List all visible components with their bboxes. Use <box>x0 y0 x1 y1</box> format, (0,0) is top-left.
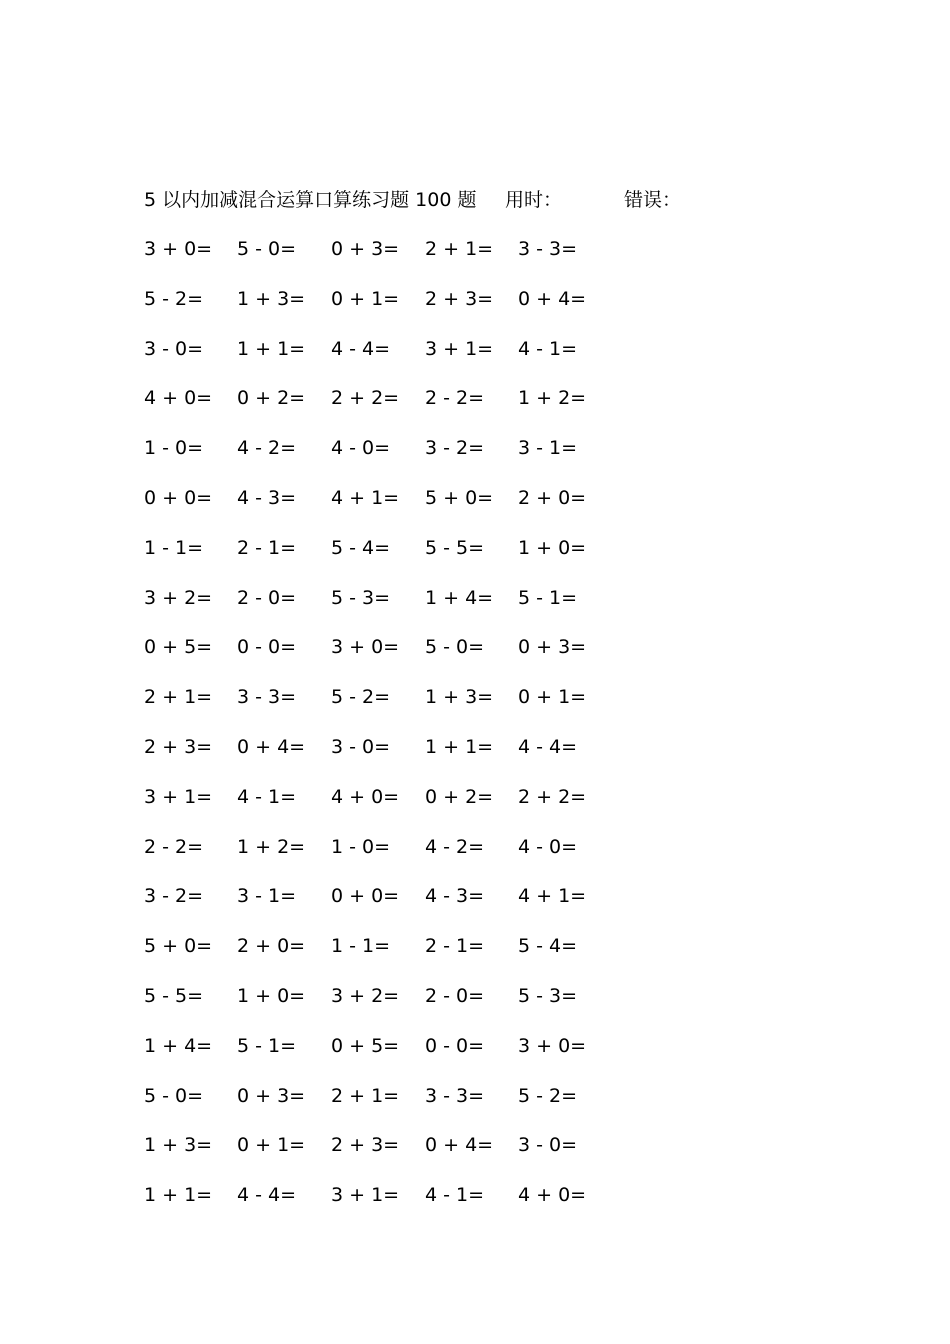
problem-item: 5 - 1= <box>518 586 578 609</box>
problem-item: 5 - 0= <box>144 1084 204 1107</box>
problem-item: 0 + 1= <box>331 287 400 310</box>
problem-item: 3 - 3= <box>237 686 297 709</box>
problem-item: 5 - 4= <box>331 536 391 559</box>
problem-item: 2 + 2= <box>518 785 587 808</box>
problem-item: 5 - 4= <box>518 935 578 958</box>
problem-row <box>144 235 614 285</box>
problem-item: 0 + 1= <box>518 686 587 709</box>
problem-item: 3 - 0= <box>144 337 204 360</box>
problem-item: 3 - 0= <box>331 735 391 758</box>
problem-row <box>144 982 614 1032</box>
problem-item: 3 - 2= <box>425 437 485 460</box>
problem-item: 3 - 3= <box>518 238 578 260</box>
problem-row <box>144 434 614 484</box>
problem-item: 4 - 3= <box>425 885 485 908</box>
problem-item: 1 + 3= <box>144 1134 213 1157</box>
problem-item: 2 + 3= <box>331 1134 400 1157</box>
problem-row <box>144 833 614 883</box>
problem-item: 0 + 0= <box>144 486 213 509</box>
problem-item: 2 - 2= <box>144 835 204 858</box>
problem-item: 1 + 2= <box>237 835 306 858</box>
problem-item: 1 + 1= <box>425 735 494 758</box>
problem-item: 3 + 1= <box>331 1184 400 1207</box>
problem-item: 4 - 4= <box>237 1184 297 1207</box>
problem-item: 4 + 1= <box>518 885 587 908</box>
problem-item: 2 + 3= <box>144 735 213 758</box>
problem-row <box>144 932 614 982</box>
problem-item: 0 + 0= <box>331 885 400 908</box>
problem-item: 4 - 1= <box>518 337 578 360</box>
problem-item: 3 - 2= <box>144 885 204 908</box>
problem-item: 3 + 0= <box>518 1034 587 1057</box>
problem-item: 1 - 1= <box>331 935 391 958</box>
problem-item: 2 + 1= <box>331 1084 400 1107</box>
problem-item: 3 - 3= <box>425 1084 485 1107</box>
problem-item: 5 - 2= <box>331 686 391 709</box>
problem-item: 4 + 0= <box>144 387 213 410</box>
problem-item: 2 + 1= <box>144 686 213 709</box>
problem-item: 4 - 0= <box>518 835 578 858</box>
problem-row <box>144 882 614 932</box>
problem-item: 3 + 0= <box>144 238 213 260</box>
problem-item: 1 + 0= <box>518 536 587 559</box>
problem-item: 3 + 1= <box>144 785 213 808</box>
problem-item: 4 + 0= <box>518 1184 587 1207</box>
problem-row <box>144 285 614 335</box>
problem-item: 4 - 2= <box>425 835 485 858</box>
problem-item: 3 - 0= <box>518 1134 578 1157</box>
problem-item: 0 + 3= <box>518 636 587 659</box>
problem-item: 3 + 2= <box>331 984 400 1007</box>
problem-item: 0 + 4= <box>518 287 587 310</box>
problem-row <box>144 484 614 534</box>
problem-item: 3 + 1= <box>425 337 494 360</box>
problem-item: 4 + 1= <box>331 486 400 509</box>
problem-row <box>144 1032 614 1082</box>
problem-item: 1 - 1= <box>144 536 204 559</box>
problem-item: 2 - 1= <box>237 536 297 559</box>
problem-item: 5 - 3= <box>518 984 578 1007</box>
problem-item: 5 - 0= <box>237 238 297 260</box>
problem-item: 0 + 3= <box>237 1084 306 1107</box>
problem-item: 0 + 1= <box>237 1134 306 1157</box>
worksheet-title: 5 以内加减混合运算口算练习题 100 题 <box>144 189 477 211</box>
problem-item: 4 - 4= <box>331 337 391 360</box>
problem-grid <box>144 235 614 1231</box>
problem-item: 0 + 5= <box>331 1034 400 1057</box>
problem-item: 4 + 0= <box>331 785 400 808</box>
problem-item: 1 + 4= <box>425 586 494 609</box>
problem-item: 5 - 2= <box>518 1084 578 1107</box>
problem-item: 2 + 3= <box>425 287 494 310</box>
problem-item: 1 + 1= <box>237 337 306 360</box>
problem-item: 0 + 4= <box>237 735 306 758</box>
problem-item: 5 + 0= <box>425 486 494 509</box>
problem-item: 2 - 0= <box>425 984 485 1007</box>
problem-item: 0 + 4= <box>425 1134 494 1157</box>
problem-item: 5 - 3= <box>331 586 391 609</box>
problem-item: 2 + 2= <box>331 387 400 410</box>
problem-item: 5 - 5= <box>144 984 204 1007</box>
time-label: 用时： <box>505 189 563 211</box>
problem-item: 2 - 0= <box>237 586 297 609</box>
problem-item: 0 + 3= <box>331 238 400 260</box>
problem-item: 1 + 3= <box>237 287 306 310</box>
problem-item: 4 - 1= <box>425 1184 485 1207</box>
problem-item: 1 - 0= <box>331 835 391 858</box>
problem-item: 2 - 2= <box>425 387 485 410</box>
problem-item: 1 + 2= <box>518 387 587 410</box>
problem-item: 5 - 2= <box>144 287 204 310</box>
problem-item: 4 - 2= <box>237 437 297 460</box>
problem-item: 3 + 0= <box>331 636 400 659</box>
problem-row <box>144 783 614 833</box>
problem-item: 2 + 1= <box>425 238 494 260</box>
problem-item: 4 - 4= <box>518 735 578 758</box>
problem-row <box>144 335 614 385</box>
problem-item: 3 - 1= <box>518 437 578 460</box>
problem-item: 3 + 2= <box>144 586 213 609</box>
problem-item: 2 + 0= <box>237 935 306 958</box>
problem-row <box>144 384 614 434</box>
problem-row <box>144 683 614 733</box>
problem-item: 0 + 5= <box>144 636 213 659</box>
problem-row <box>144 584 614 634</box>
problem-item: 5 - 1= <box>237 1034 297 1057</box>
problem-item: 1 + 4= <box>144 1034 213 1057</box>
problem-item: 1 - 0= <box>144 437 204 460</box>
problem-row <box>144 1082 614 1132</box>
problem-item: 4 - 0= <box>331 437 391 460</box>
problem-item: 0 - 0= <box>425 1034 485 1057</box>
errors-label: 错误： <box>624 189 682 211</box>
problem-row <box>144 733 614 783</box>
problem-item: 2 + 0= <box>518 486 587 509</box>
problem-row <box>144 534 614 584</box>
problem-row <box>144 1131 614 1181</box>
problem-item: 0 - 0= <box>237 636 297 659</box>
problem-item: 3 - 1= <box>237 885 297 908</box>
problem-item: 0 + 2= <box>425 785 494 808</box>
problem-item: 1 + 0= <box>237 984 306 1007</box>
problem-item: 4 - 1= <box>237 785 297 808</box>
problem-item: 1 + 1= <box>144 1184 213 1207</box>
problem-item: 1 + 3= <box>425 686 494 709</box>
problem-row <box>144 633 614 683</box>
problem-item: 5 - 5= <box>425 536 485 559</box>
problem-item: 4 - 3= <box>237 486 297 509</box>
problem-row <box>144 1181 614 1231</box>
problem-item: 2 - 1= <box>425 935 485 958</box>
problem-item: 5 - 0= <box>425 636 485 659</box>
problem-item: 5 + 0= <box>144 935 213 958</box>
problem-item: 0 + 2= <box>237 387 306 410</box>
